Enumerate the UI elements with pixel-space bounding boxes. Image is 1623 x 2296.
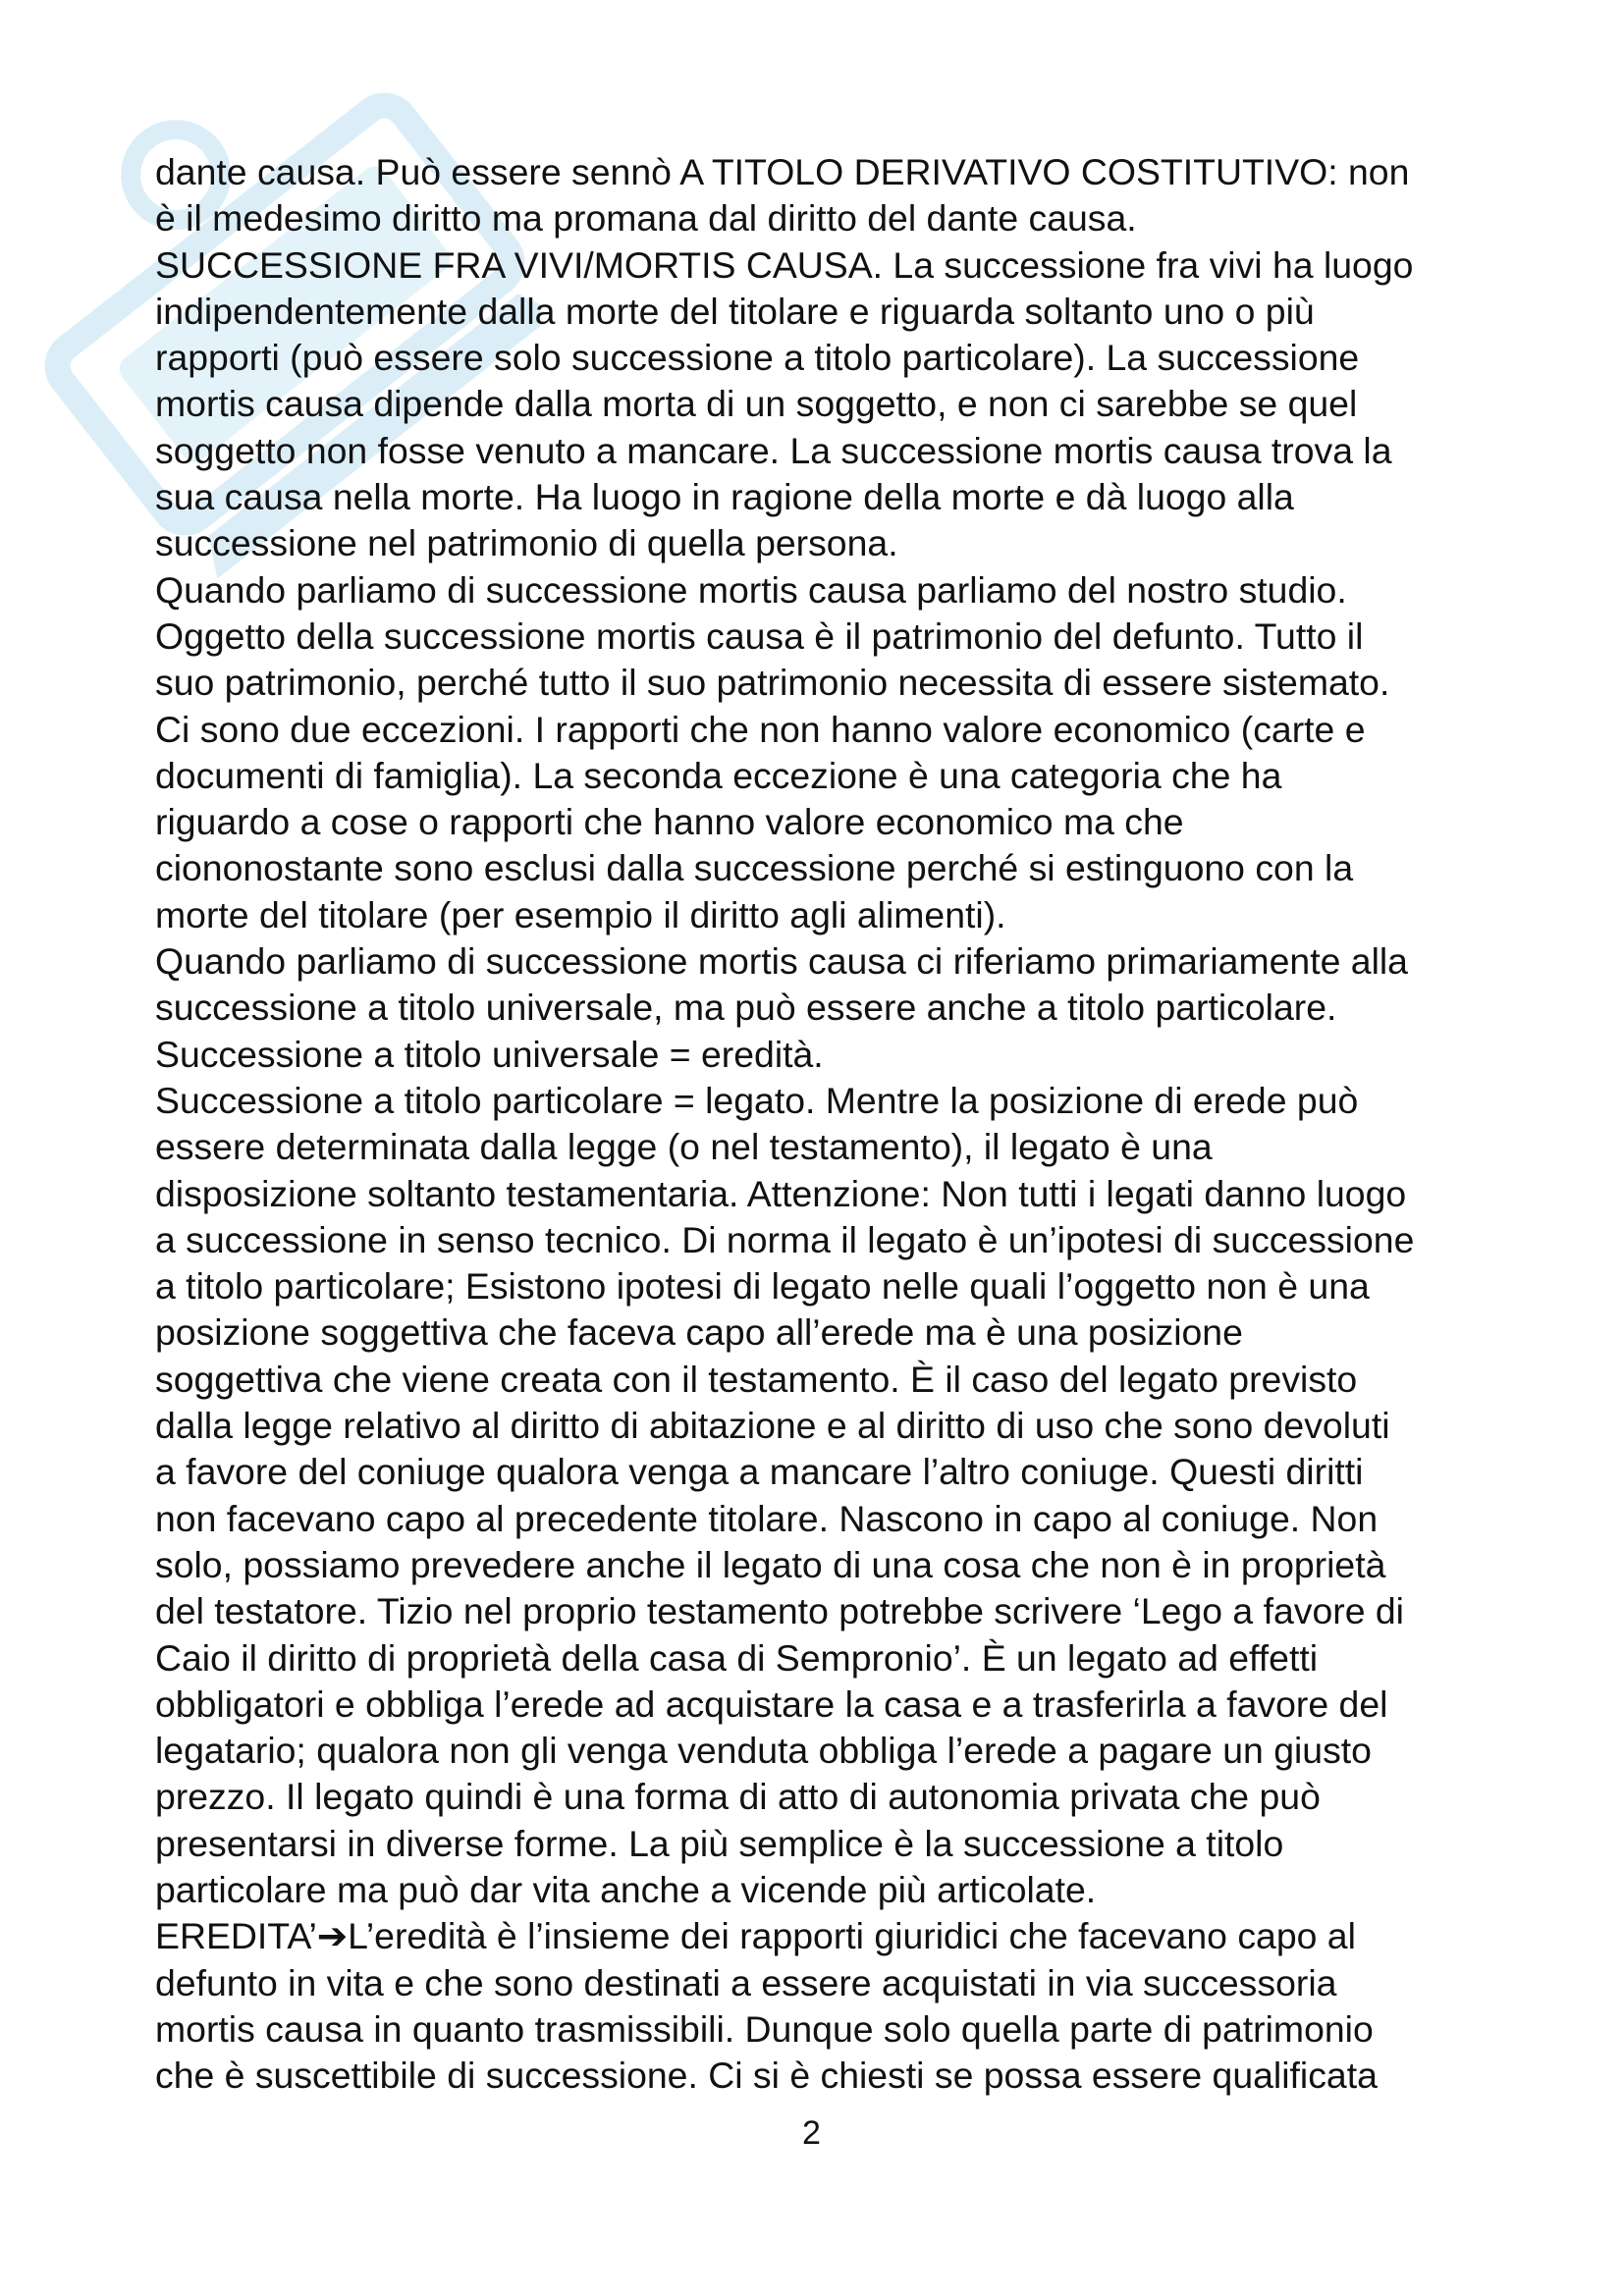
text-line: soggetto non fosse venuto a mancare. La successione mortis causa trova la	[155, 429, 1392, 471]
text-line: solo, possiamo prevedere anche il legato di una cosa che non è in proprietà	[155, 1543, 1386, 1585]
text-line: successione a titolo universale, ma può essere anche a titolo particolare.	[155, 987, 1337, 1029]
text-line: Quando parliamo di successione mortis causa ci riferiamo primariamente alla	[155, 940, 1408, 983]
text-line: mortis causa in quanto trasmissibili. Dunque solo quella parte di patrimonio	[155, 2007, 1374, 2050]
text-line: EREDITA’➔L’eredità è l’insieme dei rapporti giuridici che facevano capo al	[155, 1915, 1356, 1957]
text-line: dante causa. Può essere sennò A TITOLO DERIVATIVO COSTITUTIVO: non	[155, 151, 1410, 192]
document-body	[155, 149, 1490, 2099]
text-line: essere determinata dalla legge (o nel testamento), il legato è una	[155, 1126, 1213, 1168]
text-line: particolare ma può dar vita anche a vicende più articolate.	[155, 1868, 1097, 1910]
text-line: morte del titolare (per esempio il diritto agli alimenti).	[155, 893, 1006, 935]
text-line: legatario; qualora non gli venga venduta obbliga l’erede a pagare un giusto	[155, 1730, 1372, 1772]
text-line: non facevano capo al precedente titolare. Nascono in capo al coniuge. Non	[155, 1497, 1379, 1539]
page-number: 2	[802, 2114, 821, 2152]
text-line: defunto in vita e che sono destinati a essere acquistati in via successoria	[155, 1961, 1337, 2003]
text-line: indipendentemente dalla morte del titolare e riguarda soltanto uno o più	[155, 290, 1315, 332]
text-line: SUCCESSIONE FRA VIVI/MORTIS CAUSA. La successione fra vivi ha luogo	[155, 243, 1414, 286]
text-line: a favore del coniuge qualora venga a mancare l’altro coniuge. Questi diritti	[155, 1451, 1364, 1493]
text-line: a successione in senso tecnico. Di norma il legato è un’ipotesi di successione	[155, 1218, 1415, 1260]
text-line: obbligatori e obbliga l’erede ad acquistare la casa e a trasferirla a favore del	[155, 1682, 1388, 1725]
text-line: disposizione soltanto testamentaria. Attenzione: Non tutti i legati danno luogo	[155, 1172, 1407, 1214]
text-line: presentarsi in diverse forme. La più semplice è la successione a titolo	[155, 1822, 1284, 1864]
text-line: Caio il diritto di proprietà della casa di Sempronio’. È un legato ad effetti	[155, 1636, 1319, 1679]
text-line: documenti di famiglia). La seconda eccezione è una categoria che ha	[155, 754, 1282, 796]
text-line: soggettiva che viene creata con il testamento. È il caso del legato previsto	[155, 1358, 1358, 1400]
text-line: del testatore. Tizio nel proprio testamento potrebbe scrivere ‘Lego a favore di	[155, 1590, 1404, 1632]
text-line: riguardo a cose o rapporti che hanno valore economico ma che	[155, 801, 1184, 843]
text-line: Successione a titolo particolare = legato. Mentre la posizione di erede può	[155, 1079, 1359, 1121]
text-line: ciononostante sono esclusi dalla successione perché si estinguono con la	[155, 847, 1354, 889]
text-line: dalla legge relativo al diritto di abitazione e al diritto di uso che sono devoluti	[155, 1405, 1390, 1447]
text-line: rapporti (può essere solo successione a titolo particolare). La successione	[155, 337, 1360, 379]
text-line: Successione a titolo universale = eredità.	[155, 1033, 824, 1075]
text-line: è il medesimo diritto ma promana dal diritto del dante causa.	[155, 197, 1137, 240]
text-line: posizione soggettiva che faceva capo all’erede ma è una posizione	[155, 1311, 1243, 1354]
text-line: che è suscettibile di successione. Ci si è chiesti se possa essere qualificata	[155, 2055, 1378, 2097]
text-line: Quando parliamo di successione mortis causa parliamo del nostro studio.	[155, 568, 1347, 611]
text-line: successione nel patrimonio di quella persona.	[155, 522, 898, 564]
text-line: sua causa nella morte. Ha luogo in ragione della morte e dà luogo alla	[155, 476, 1294, 518]
text-line: Oggetto della successione mortis causa è il patrimonio del defunto. Tutto il	[155, 614, 1364, 657]
text-line: a titolo particolare; Esistono ipotesi di legato nelle quali l’oggetto non è una	[155, 1265, 1370, 1308]
text-line: suo patrimonio, perché tutto il suo patrimonio necessita di essere sistemato.	[155, 662, 1390, 704]
text-line: mortis causa dipende dalla morta di un soggetto, e non ci sarebbe se quel	[155, 383, 1358, 425]
text-line: prezzo. Il legato quindi è una forma di atto di autonomia privata che può	[155, 1776, 1321, 1818]
text-line: Ci sono due eccezioni. I rapporti che non hanno valore economico (carte e	[155, 708, 1366, 750]
